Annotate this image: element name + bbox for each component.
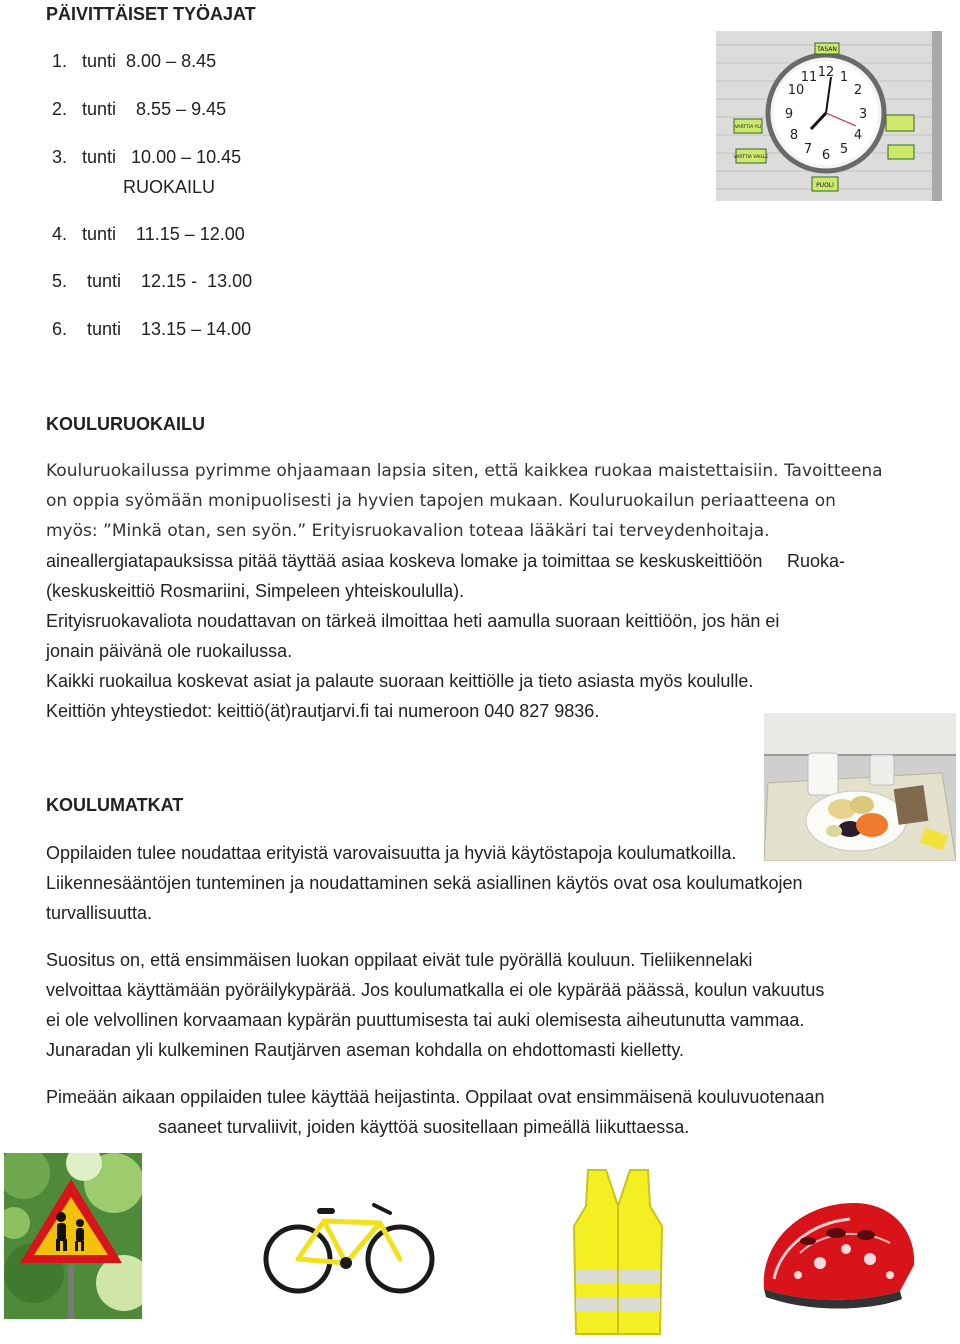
schedule-line-6: 6. tunti 13.15 – 14.00 [52, 319, 252, 339]
travel-paragraph-line: velvoittaa käyttämään pyöräilykypärää. Jos koulumatkalla ei ole kypärää päässä, koulun vakuutus [46, 980, 825, 1000]
clock-numeral: 11 [800, 70, 818, 85]
clock-numeral: 4 [853, 128, 863, 143]
sign-varttia-yli: VARTTIA YLI [734, 125, 762, 130]
travel-paragraph-line: Liikennesääntöjen tunteminen ja noudattaminen sekä asiallinen käytös ovat osa koulumatkojen [46, 873, 803, 893]
travel-paragraph-line: saaneet turvaliivit, joiden käyttöä suositellaan pimeällä liikuttaessa. [158, 1117, 690, 1137]
lunch-paragraph-line: jonain päivänä ole ruokailussa. [46, 641, 293, 661]
lunch-paragraph-line: Kouluruokailussa pyrimme ohjaamaan lapsia siten, että kaikkea ruokaa maistettaisiin. Tavoitteena [46, 461, 883, 481]
sign-puoli: PUOLI [816, 182, 834, 189]
clock-numeral: 1 [839, 70, 849, 85]
lunch-paragraph-line: myös: ”Minkä otan, sen syön.” Erityisruokavalion toteaa lääkäri tai terveydenhoitaja. [46, 521, 770, 541]
travel-paragraph-line: ei ole velvollinen korvaamaan kypärän puuttumisesta tai auki olemisesta aiheutunutta vammaa. [46, 1010, 805, 1030]
sign-varttia-vaille: VARTTIA VAILLE [733, 155, 769, 160]
clock-numeral: 7 [803, 142, 813, 157]
wall-clock-photo [716, 31, 942, 201]
school-crossing-sign-photo [4, 1153, 142, 1319]
schedule-line-2: 2. tunti 8.55 – 9.45 [52, 99, 227, 119]
clock-numeral: 2 [853, 83, 863, 98]
bicycle-image [262, 1193, 438, 1299]
bike-helmet-image [750, 1193, 920, 1315]
clock-numeral: 6 [821, 148, 831, 163]
clock-numeral: 3 [858, 107, 868, 122]
clock-numeral: 12 [817, 65, 835, 80]
clock-numeral: 5 [839, 142, 849, 157]
lunch-paragraph-line: on oppia syömään monipuolisesti ja hyvien tapojen mukaan. Kouluruokailun periaatteena on [46, 491, 836, 511]
clock-numeral: 8 [789, 128, 799, 143]
travel-paragraph-line: Suositus on, että ensimmäisen luokan oppilaat eivät tule pyörällä kouluun. Tieliikennelaki [46, 950, 753, 970]
travel-paragraph-line: Pimeään aikaan oppilaiden tulee käyttää heijastinta. Oppilaat ovat ensimmäisenä kouluvuotenaan [46, 1087, 825, 1107]
schedule-line-4: 4. tunti 11.15 – 12.00 [52, 224, 245, 244]
schedule-line-3: 3. tunti 10.00 – 10.45 [52, 147, 242, 167]
lunch-heading: KOULURUOKAILU [46, 414, 205, 434]
schedule-lunch-break: RUOKAILU [123, 177, 216, 197]
sign-tasan: TASAN [817, 46, 837, 53]
railway-warning-line: Junaradan yli kulkeminen Rautjärven aseman kohdalla on ehdottomasti kielletty. [46, 1040, 685, 1060]
travel-paragraph-line: Oppilaiden tulee noudattaa erityistä varovaisuutta ja hyviä käytöstapoja koulumatkoilla. [46, 843, 737, 863]
clock-numeral: 10 [787, 83, 805, 98]
kitchen-contact-line: Keittiön yhteystiedot: keittiö(ät)rautjarvi.fi tai numeroon 040 827 9836. [46, 701, 600, 721]
lunch-paragraph-line: Erityisruokavaliota noudattavan on tärkeä ilmoittaa heti aamulla suoraan keittiöön, jos hän ei [46, 611, 780, 631]
safety-vest-image [570, 1166, 666, 1338]
schedule-heading: PÄIVITTÄISET TYÖAJAT [46, 4, 256, 24]
lunch-tray-photo [764, 713, 956, 861]
travel-heading: KOULUMATKAT [46, 795, 184, 815]
schedule-line-1: 1. tunti 8.00 – 8.45 [52, 51, 217, 71]
lunch-paragraph-line: (keskuskeittiö Rosmariini, Simpeleen yhteiskoululla). [46, 581, 465, 601]
schedule-line-5: 5. tunti 12.15 - 13.00 [52, 271, 253, 291]
clock-numeral: 9 [784, 107, 794, 122]
travel-paragraph-line: turvallisuutta. [46, 903, 153, 923]
lunch-paragraph-line: Kaikki ruokailua koskevat asiat ja palaute suoraan keittiölle ja tieto asiasta myös koululle. [46, 671, 754, 691]
lunch-paragraph-line: aineallergiatapauksissa pitää täyttää asiaa koskeva lomake ja toimittaa se keskuskeittiöön [46, 551, 763, 571]
lunch-paragraph-line: Ruoka- [787, 551, 846, 571]
